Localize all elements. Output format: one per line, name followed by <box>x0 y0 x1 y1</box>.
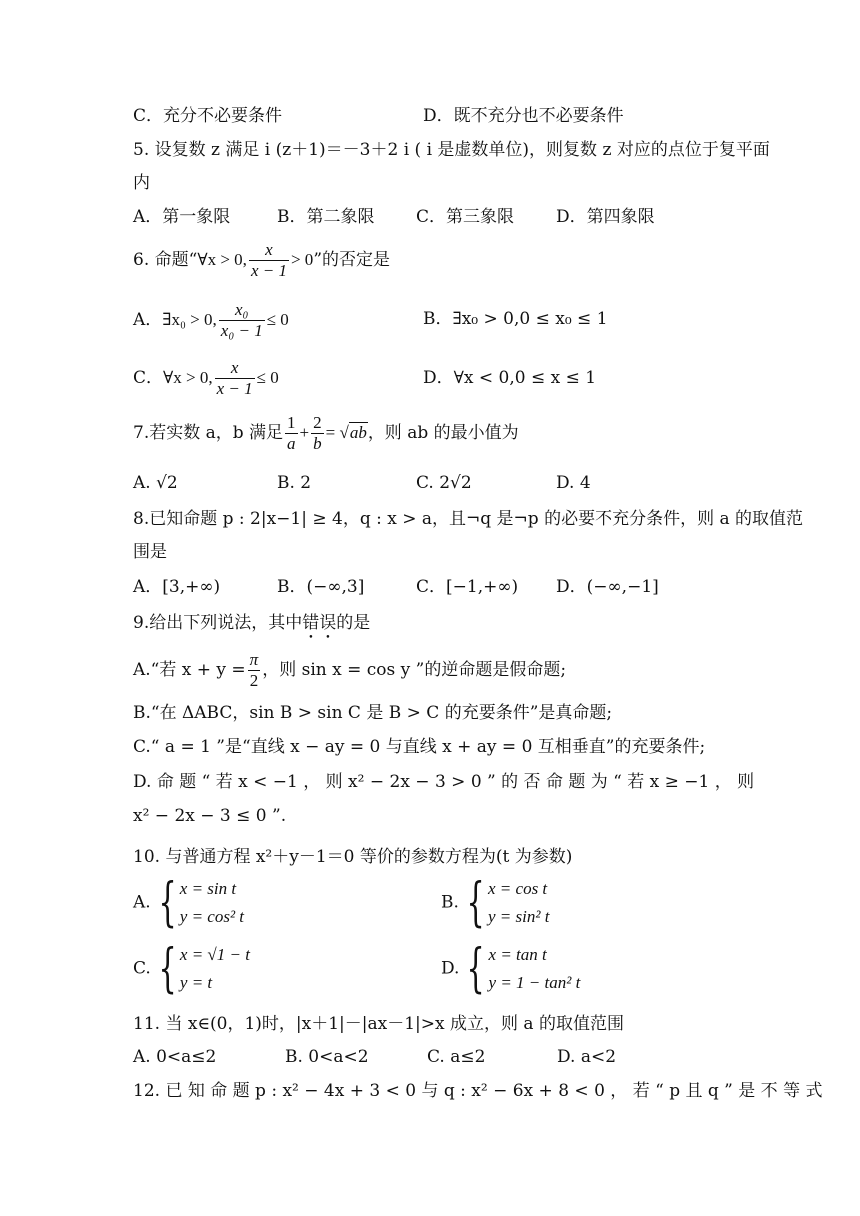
q10-option-b-system <box>459 875 550 931</box>
q10-option-d-row2: y = 1 − tan² t <box>488 973 581 992</box>
q7-suffix: ，则 ab 的最小值为 <box>367 423 519 443</box>
q9-option-a-post: ，则 sin x = cos y ”的逆命题是假命题; <box>262 660 567 680</box>
q9-option-d-line1: D. 命 题 “ 若 x < −1 ， 则 x² − 2x − 3 > 0 ” 的 否 命 题 为 “ 若 x ≥ −1 ， 则 <box>133 772 755 792</box>
q7-option-d: D. 4 <box>556 473 591 493</box>
q8-option-b: B．(−∞,3] <box>277 577 365 597</box>
q10-option-d-row1: x = tan t <box>488 945 547 964</box>
q11-option-a: A. 0<a≤2 <box>133 1047 217 1067</box>
q6-option-a-num: x₀ <box>219 300 265 321</box>
q10-stem: 10. 与普通方程 x²＋y－1＝0 等价的参数方程为(t 为参数) <box>133 847 573 867</box>
q7-f1-num: 1 <box>287 413 296 432</box>
q7-equals-root: = √ <box>325 423 349 442</box>
q10-option-d-label: D. <box>441 958 460 979</box>
q5-option-d: D．第四象限 <box>556 207 655 227</box>
q6-fraction <box>249 240 289 281</box>
q11-option-c: C. a≤2 <box>427 1047 486 1067</box>
q9-option-a-fraction <box>248 650 261 691</box>
left-brace-icon: { <box>158 939 177 999</box>
q6-option-c <box>133 358 279 399</box>
q6-option-a-fraction <box>219 300 265 341</box>
q6-option-a-math: ∃x₀ > 0, <box>162 310 217 329</box>
q10-option-a-row2: y = cos² t <box>179 907 245 926</box>
q10-option-d <box>441 941 580 997</box>
q10-option-c-row1: x = √1 − t <box>179 945 250 964</box>
q6-option-c-num: x <box>215 358 255 379</box>
q10-option-b-label: B. <box>441 892 459 913</box>
q10-option-a-system <box>151 875 244 931</box>
q6-option-b: B．∃x₀ > 0,0 ≤ x₀ ≤ 1 <box>423 309 608 329</box>
q6-option-a-label: A． <box>133 310 163 330</box>
q10-option-b-row1: x = cos t <box>488 879 548 898</box>
q7-f2-num: 2 <box>313 413 322 432</box>
q6-option-d: D．∀x < 0,0 ≤ x ≤ 1 <box>423 368 597 388</box>
q7-prefix: 7.若实数 a，b 满足 <box>133 423 284 443</box>
q5-option-a: A．第一象限 <box>133 207 231 227</box>
q10-option-c-system <box>151 941 250 997</box>
q6-option-c-rel: ≤ 0 <box>256 368 279 387</box>
q11-stem: 11. 当 x∈(0，1)时，|x＋1|－|ax－1|>x 成立，则 a 的取值范围 <box>133 1014 624 1034</box>
q6-suffix: ”的否定是 <box>313 250 391 270</box>
q7-f1-den: a <box>287 434 296 453</box>
q10-option-a-row1: x = sin t <box>179 879 237 898</box>
q6-stem-math: ∀x > 0, <box>197 250 247 269</box>
q9-option-b: B.“在 ΔABC，sin B > sin C 是 B > C 的充要条件”是真命题; <box>133 703 613 723</box>
q6-option-a <box>133 300 289 341</box>
q7-option-b: B. 2 <box>277 473 312 493</box>
q10-option-c <box>133 941 250 997</box>
q9-option-c: C.“ a = 1 ”是“直线 x − ay = 0 与直线 x + ay = 0 互相垂直”的充要条件; <box>133 737 706 757</box>
q9-option-a <box>133 650 566 691</box>
q6-frac-den: x − 1 <box>250 261 287 280</box>
q11-option-d: D. a<2 <box>557 1047 617 1067</box>
q8-stem-line2: 围是 <box>133 542 167 562</box>
q8-option-c: C．[−1,+∞) <box>416 577 519 597</box>
q6-option-c-label: C． <box>133 368 164 388</box>
q5-stem-line1: 5. 设复数 z 满足 i (z＋1)＝－3＋2 i ( i 是虚数单位)，则复数 z 对应的点位于复平面 <box>133 140 770 160</box>
q6-option-a-den: x₀ − 1 <box>220 321 263 340</box>
q6-option-a-rel: ≤ 0 <box>266 310 289 329</box>
q6-option-c-den: x − 1 <box>216 379 253 398</box>
q9-option-d-line2: x² − 2x − 3 ≤ 0 ”. <box>133 806 287 826</box>
q10-option-a <box>133 875 244 931</box>
q7-option-a: A. √2 <box>133 473 178 493</box>
q9-stem-pre: 9.给出下列说法，其中 <box>133 613 303 633</box>
q9-stem-emphasis: 错误 <box>302 613 337 633</box>
q7-radicand: ab <box>349 423 367 442</box>
q5-stem-line2: 内 <box>133 173 150 193</box>
q6-prefix: 6. 命题“ <box>133 250 198 270</box>
q8-option-d: D．(−∞,−1] <box>556 577 659 597</box>
left-brace-icon: { <box>158 873 177 933</box>
q10-option-d-system <box>459 941 580 997</box>
left-brace-icon: { <box>466 939 486 999</box>
q7-option-c: C. 2√2 <box>416 473 472 493</box>
q5-option-b: B．第二象限 <box>277 207 375 227</box>
q9-option-a-num: π <box>249 650 259 669</box>
q10-option-b <box>441 875 549 931</box>
q6-stem <box>133 240 390 281</box>
q4-option-c: C．充分不必要条件 <box>133 106 283 126</box>
q10-option-b-row2: y = sin² t <box>488 907 550 926</box>
q8-option-a: A．[3,+∞) <box>133 577 221 597</box>
q7-fraction-1 <box>285 413 298 454</box>
q11-option-b: B. 0<a<2 <box>285 1047 369 1067</box>
q7-f2-den: b <box>313 434 322 453</box>
q9-stem <box>133 612 370 643</box>
left-brace-icon: { <box>466 873 485 933</box>
q6-option-c-math: ∀x > 0, <box>163 368 213 387</box>
q6-option-c-fraction <box>215 358 255 399</box>
q6-stem-rel: > 0 <box>290 250 314 269</box>
q7-fraction-2 <box>311 413 324 454</box>
q8-stem-line1: 8.已知命题 p : 2|x−1| ≥ 4，q : x > a，且¬q 是¬p 的必要不充分条件，则 a 的取值范 <box>133 509 804 529</box>
q12-stem: 12. 已 知 命 题 p : x² − 4x + 3 < 0 与 q : x² − 6x + 8 < 0 ， 若 “ p 且 q ” 是 不 等 式 <box>133 1081 823 1101</box>
q10-option-a-label: A. <box>133 892 151 913</box>
q4-option-d: D．既不充分也不必要条件 <box>423 106 624 126</box>
q7-plus: + <box>299 423 310 442</box>
q9-option-a-pre: A.“若 x + y = <box>133 660 246 680</box>
q9-option-a-den: 2 <box>249 671 259 690</box>
q7-stem <box>133 413 519 454</box>
q6-frac-num: x <box>249 240 289 261</box>
q9-stem-post: 的是 <box>336 613 371 633</box>
q10-option-c-row2: y = t <box>179 973 213 992</box>
q10-option-c-label: C. <box>133 958 151 979</box>
q5-option-c: C．第三象限 <box>416 207 515 227</box>
